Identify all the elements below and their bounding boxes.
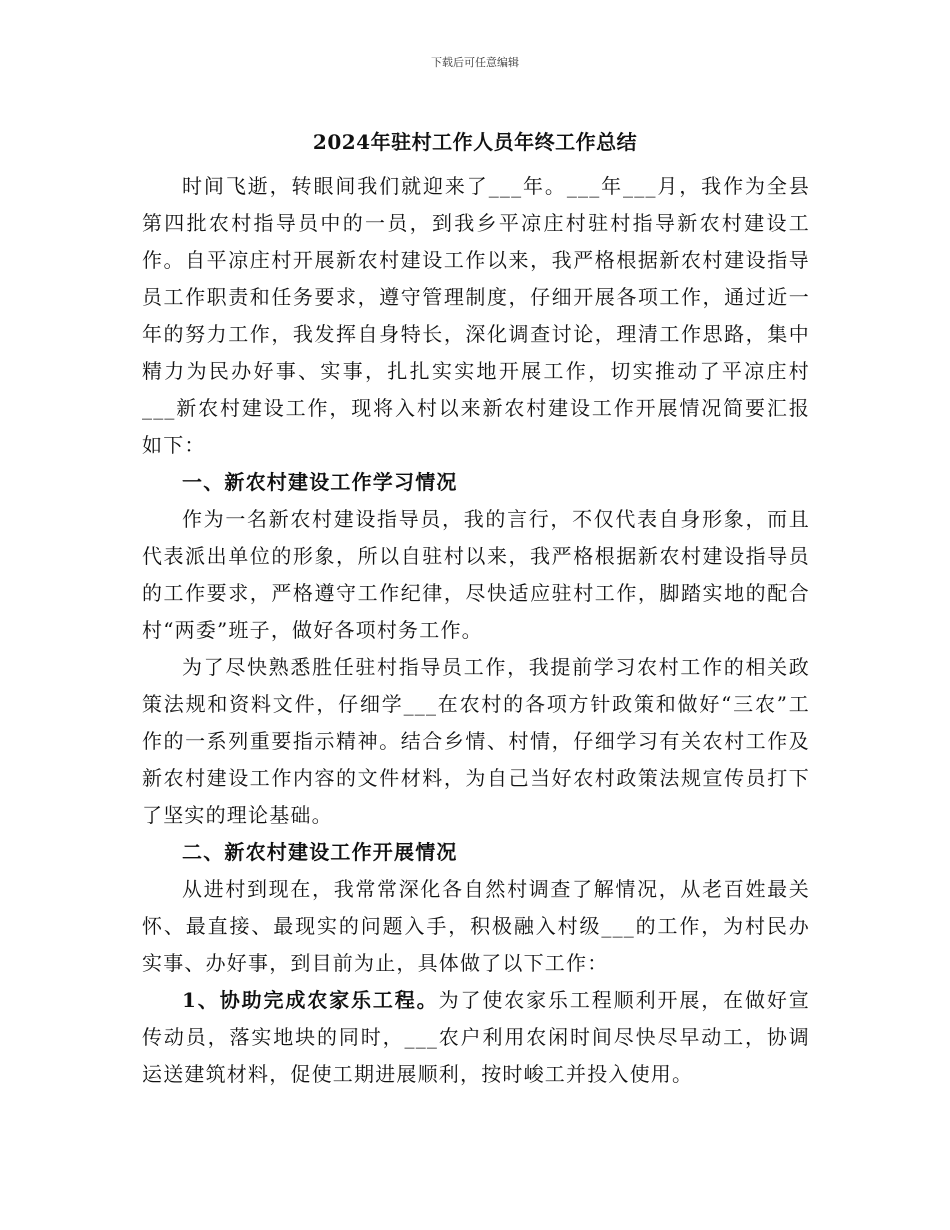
section-heading-2: 二、新农村建设工作开展情况: [182, 840, 458, 864]
paragraph-work-overview: 从进村到现在，我常常深化各自然村调查了解情况，从老百姓最关怀、最直接、最现实的问题入手，积极融入村级___的工作，为村民办实事、办好事，到目前为止，具体做了以下工作：: [142, 877, 810, 975]
paragraph-study: 为了尽快熟悉胜任驻村指导员工作，我提前学习农村工作的相关政策法规和资料文件，仔细学___在农村的各项方针政策和做好“三农”工作的一系列重要指示精神。结合乡情、村情，仔细学习有关农村工作及新农村建设工作内容的文件材料，为自己当好农村政策法规宣传员打下了坚实的理论基础。: [142, 655, 810, 827]
document-body: [142, 168, 810, 1093]
item-1-text: 为了使农家乐工程顺利开展，在做好宣传动员，落实地块的同时，___农户利用农闲时间尽快尽早动工，协调运送建筑材料，促使工期进展顺利，按时峻工并投入使用。: [142, 988, 810, 1086]
paragraph-conduct: 作为一名新农村建设指导员，我的言行，不仅代表自身形象，而且代表派出单位的形象，所以自驻村以来，我严格根据新农村建设指导员的工作要求，严格遵守工作纪律，尽快适应驻村工作，脚踏实地的配合村“两委”班子，做好各项村务工作。: [142, 507, 810, 642]
section-heading-1: 一、新农村建设工作学习情况: [182, 470, 458, 494]
document-title: 2024年驻村工作人员年终工作总结: [312, 130, 638, 154]
item-1-lead: 1、协助完成农家乐工程。: [182, 988, 439, 1012]
paragraph-intro: 时间飞逝，转眼间我们就迎来了___年。___年___月，我作为全县第四批农村指导员中的一员，到我乡平凉庄村驻村指导新农村建设工作。自平凉庄村开展新农村建设工作以来，我严格根据新农村建设指导员工作职责和任务要求，遵守管理制度，仔细开展各项工作，通过近一年的努力工作，我发挥自身特长，深化调查讨论，理清工作思路，集中精力为民办好事、实事，扎扎实实地开展工作，切实推动了平凉庄村___新农村建设工作，现将入村以来新农村建设工作开展情况简要汇报如下：: [142, 174, 810, 457]
header-note: 下载后可任意编辑: [431, 56, 519, 69]
paragraph-item-1: [142, 982, 810, 1093]
